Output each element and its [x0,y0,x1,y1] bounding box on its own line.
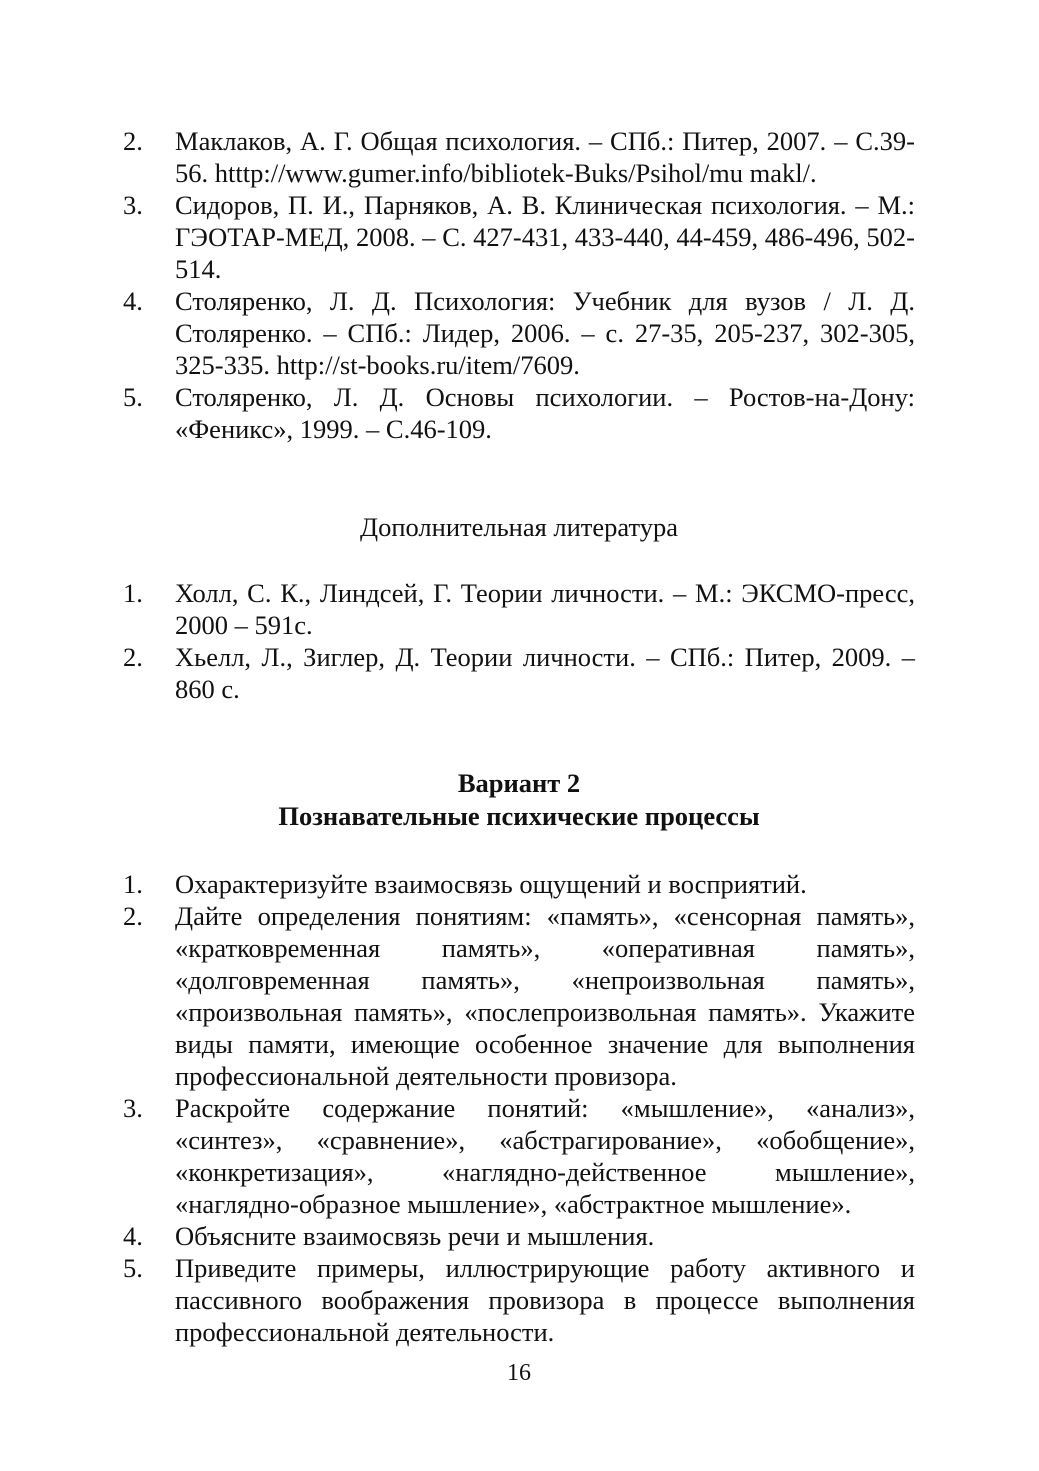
list-item [123,900,915,1092]
item-number: 4. [123,1221,143,1251]
list-item [123,189,915,285]
item-number: 4. [123,286,143,316]
item-text: Столяренко, Л. Д. Основы психологии. – Ростов-на-Дону: «Феникс», 1999. – С.46-109. [175,382,915,444]
list-item [123,1220,915,1252]
item-number: 5. [123,1253,143,1283]
variant-title: Вариант 2 [457,768,581,798]
main-literature-list [123,125,915,445]
list-item [123,125,915,189]
item-text: Объясните взаимосвязь речи и мышления. [175,1221,655,1251]
item-number: 5. [123,382,143,412]
list-item [123,1252,915,1348]
list-item [123,577,915,641]
item-number: 1. [123,869,143,899]
item-text: Маклаков, А. Г. Общая психология. – СПб.: Питер, 2007. – С.39-56. htttp://www.gumer.info/bibliotek-Buks/Psihol/mu makl/. [175,126,915,188]
item-number: 2. [123,126,143,156]
item-number: 2. [123,642,143,672]
page-number: 16 [507,1360,531,1386]
item-number: 1. [123,578,143,608]
item-text: Столяренко, Л. Д. Психология: Учебник для вузов / Л. Д. Столяренко. – СПб.: Лидер, 2006. – с. 27-35, 205-237, 302-305, 325-335. http://st-books.ru/item/7609. [175,286,915,380]
tasks-list [123,868,915,1348]
item-text: Раскройте содержание понятий: «мышление», «анализ», «синтез», «сравнение», «абстрагирование», «обобщение», «конкретизация», «наглядно-действенное мышление», «наглядно-образное мышление», «абстрактное мышление». [175,1093,915,1219]
item-number: 2. [123,901,143,931]
variant-subtitle: Познавательные психические процессы [278,801,760,831]
list-item [123,641,915,705]
extra-literature-heading: Дополнительная литература [360,512,678,542]
item-text: Хьелл, Л., Зиглер, Д. Теории личности. – СПб.: Питер, 2009. – 860 с. [175,642,915,704]
extra-literature-list [123,577,915,705]
item-text: Сидоров, П. И., Парняков, А. В. Клиническая психология. – М.: ГЭОТАР-МЕД, 2008. – С. 427-431, 433-440, 44-459, 486-496, 502-514. [175,190,915,284]
item-number: 3. [123,190,143,220]
item-text: Дайте определения понятиям: «память», «сенсорная память», «кратковременная память», «оперативная память», «долговременная память», «непроизвольная память», «произвольная память», «послепроизвольная память». Укажите виды памяти, имеющие особенное значение для выполнения профессиональной деятельности провизора. [175,901,915,1091]
item-text: Холл, С. К., Линдсей, Г. Теории личности. – М.: ЭКСМО-пресс, 2000 – 591с. [175,578,915,640]
item-text: Охарактеризуйте взаимосвязь ощущений и восприятий. [175,869,807,899]
list-item [123,868,915,900]
item-text: Приведите примеры, иллюстрирующие работу активного и пассивного воображения провизора в процессе выполнения профессиональной деятельности. [175,1253,915,1347]
list-item [123,1092,915,1220]
item-number: 3. [123,1093,143,1123]
list-item [123,381,915,445]
list-item [123,285,915,381]
